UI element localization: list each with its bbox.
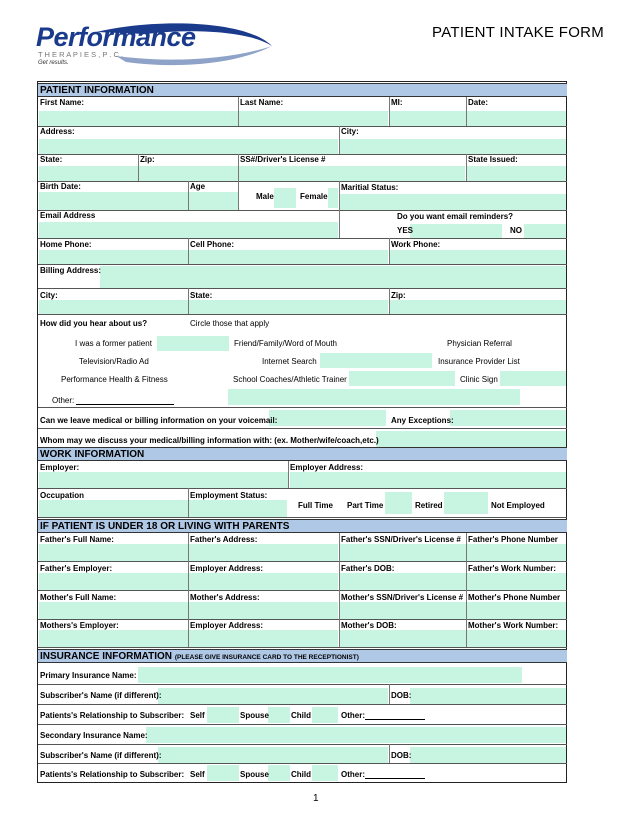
label-employer-address: Employer Address:	[290, 463, 364, 472]
vline	[389, 288, 390, 314]
label-other2: Other:	[341, 770, 365, 779]
label-mother-emp-address: Employer Address:	[190, 621, 264, 630]
label-father-emp-address: Employer Address:	[190, 564, 264, 573]
label-city: City:	[341, 127, 359, 136]
option-insurance-list[interactable]: Insurance Provider List	[438, 357, 520, 366]
vline	[288, 461, 289, 488]
vline	[339, 126, 340, 154]
section-parents: IF PATIENT IS UNDER 18 OR LIVING WITH PARENTS	[38, 519, 567, 533]
label-mother-employer: Mothers's Employer:	[40, 621, 119, 630]
page-number: 1	[313, 793, 319, 804]
other-underline[interactable]	[365, 719, 425, 720]
option-friend[interactable]: Friend/Family/Word of Mouth	[234, 339, 337, 348]
label-employer: Employer:	[40, 463, 80, 472]
label-hear-about: How did you hear about us?	[40, 319, 148, 328]
vline	[138, 154, 139, 181]
label-mother-name: Mother's Full Name:	[40, 593, 117, 602]
option-other: Other:	[52, 396, 75, 405]
divider	[38, 647, 567, 648]
section-insurance: INSURANCE INFORMATION (PLEASE GIVE INSURANCE CARD TO THE RECEPTIONIST)	[38, 649, 567, 663]
label-relationship: Patients's Relationship to Subscriber:	[40, 711, 185, 720]
section-work-info: WORK INFORMATION	[38, 447, 567, 461]
label-address: Address:	[40, 127, 75, 136]
label-home-phone: Home Phone:	[40, 240, 92, 249]
label-retired: Retired	[415, 501, 443, 510]
vline	[466, 154, 467, 181]
logo-tagline: Get results.	[38, 60, 69, 66]
label-email-reminders: Do you want email reminders?	[397, 212, 514, 221]
label-primary-insurance: Primary Insurance Name:	[40, 671, 137, 680]
label-mother-phone: Mother's Phone Number	[468, 593, 561, 602]
label-mother-ssn: Mother's SSN/Driver's License #	[341, 593, 464, 602]
option-clinic-sign[interactable]: Clinic Sign	[460, 375, 498, 384]
divider	[38, 210, 567, 211]
vline	[466, 97, 467, 126]
label-relationship2: Patients's Relationship to Subscriber:	[40, 770, 185, 779]
label-zip2: Zip:	[391, 291, 406, 300]
vline	[238, 154, 239, 181]
label-age: Age	[190, 182, 206, 191]
label-female: Female	[300, 192, 328, 201]
label-birth-date: Birth Date:	[40, 182, 81, 191]
label-father-name: Father's Full Name:	[40, 535, 114, 544]
label-occupation: Occupation	[40, 491, 85, 500]
company-logo	[36, 18, 276, 70]
divider	[38, 590, 567, 591]
logo-wordmark: Performance	[36, 22, 196, 52]
other-underline[interactable]	[76, 404, 174, 405]
divider	[38, 619, 567, 620]
label-email: Email Address	[40, 211, 96, 220]
label-male: Male	[256, 192, 274, 201]
label-mother-work: Mother's Work Number:	[468, 621, 559, 630]
label-full-time: Full Time	[298, 501, 333, 510]
label-voicemail: Can we leave medical or billing information on your voicemail:	[40, 416, 278, 425]
divider	[38, 181, 567, 182]
vline	[389, 238, 390, 264]
label-billing-address: Billing Address:	[40, 266, 102, 275]
vline	[188, 238, 189, 264]
vline	[188, 288, 189, 314]
divider	[38, 126, 567, 127]
label-exceptions: Any Exceptions:	[391, 416, 454, 425]
vline	[188, 181, 189, 210]
divider	[38, 724, 567, 725]
label-ss-license: SS#/Driver's License #	[240, 155, 326, 164]
label-child: Child	[291, 711, 311, 720]
label-father-dob: Father's DOB:	[341, 564, 395, 573]
option-fitness[interactable]: Performance Health & Fitness	[61, 375, 168, 384]
divider	[38, 428, 567, 429]
label-father-phone: Father's Phone Number	[468, 535, 558, 544]
label-self: Self	[190, 711, 205, 720]
vline	[188, 488, 189, 517]
option-former-patient[interactable]: I was a former patient	[75, 339, 152, 348]
label-mi: MI:	[391, 98, 403, 107]
vline	[339, 533, 340, 647]
other-underline[interactable]	[365, 778, 425, 779]
vline	[389, 97, 390, 126]
label-subscriber2: Subscriber's Name (if different):	[40, 751, 162, 760]
option-coaches[interactable]: School Coaches/Athletic Trainer	[233, 375, 347, 384]
divider	[38, 288, 567, 289]
divider	[38, 561, 567, 562]
label-mother-address: Mother's Address:	[190, 593, 260, 602]
divider	[38, 238, 567, 239]
label-marital: Maritial Status:	[341, 183, 399, 192]
label-child2: Child	[291, 770, 311, 779]
divider	[38, 744, 567, 745]
label-no: NO	[510, 226, 522, 235]
label-not-employed: Not Employed	[491, 501, 545, 510]
vline	[389, 684, 390, 704]
label-first-name: First Name:	[40, 98, 85, 107]
form-title: PATIENT INTAKE FORM	[432, 24, 605, 41]
label-state2: State:	[190, 291, 213, 300]
vline	[238, 97, 239, 126]
label-circle: Circle those that apply	[190, 319, 270, 328]
divider	[38, 488, 567, 489]
option-tv-radio[interactable]: Television/Radio Ad	[79, 357, 149, 366]
label-last-name: Last Name:	[240, 98, 284, 107]
divider	[38, 704, 567, 705]
label-city2: City:	[40, 291, 58, 300]
divider	[38, 517, 567, 518]
label-father-ssn: Father's SSN/Driver's License #	[341, 535, 461, 544]
divider	[38, 763, 567, 764]
label-secondary-insurance: Secondary Insurance Name:	[40, 731, 148, 740]
label-other: Other:	[341, 711, 365, 720]
label-state: State:	[40, 155, 63, 164]
label-dob: DOB:	[391, 691, 412, 700]
label-work-phone: Work Phone:	[391, 240, 441, 249]
vline	[238, 181, 239, 210]
vline	[188, 533, 189, 647]
divider	[38, 684, 567, 685]
label-employment-status: Employment Status:	[190, 491, 268, 500]
label-cell-phone: Cell Phone:	[190, 240, 235, 249]
divider	[38, 264, 567, 265]
label-discuss: Whom may we discuss your medical/billing information with: (ex. Mother/wife/coach,etc.)	[40, 436, 379, 445]
label-part-time: Part Time	[347, 501, 384, 510]
label-zip: Zip:	[140, 155, 155, 164]
label-state-issued: State Issued:	[468, 155, 518, 164]
label-father-address: Father's Address:	[190, 535, 258, 544]
label-date: Date:	[468, 98, 489, 107]
option-physician[interactable]: Physician Referral	[447, 339, 512, 348]
divider	[38, 314, 567, 315]
label-dob2: DOB:	[391, 751, 412, 760]
vline	[339, 181, 340, 238]
label-self2: Self	[190, 770, 205, 779]
label-yes: YES	[397, 226, 414, 235]
vline	[389, 744, 390, 763]
divider	[38, 407, 567, 408]
section-patient-info: PATIENT INFORMATION	[38, 83, 567, 97]
label-spouse: Spouse	[240, 711, 269, 720]
label-spouse2: Spouse	[240, 770, 269, 779]
label-father-employer: Father's Employer:	[40, 564, 113, 573]
vline	[466, 533, 467, 647]
option-internet[interactable]: Internet Search	[262, 357, 317, 366]
label-subscriber: Subscriber's Name (if different):	[40, 691, 162, 700]
label-mother-dob: Mother's DOB:	[341, 621, 397, 630]
label-father-work: Father's Work Number:	[468, 564, 556, 573]
logo-subtitle: T H E R A P I E S , P . C .	[38, 50, 124, 59]
